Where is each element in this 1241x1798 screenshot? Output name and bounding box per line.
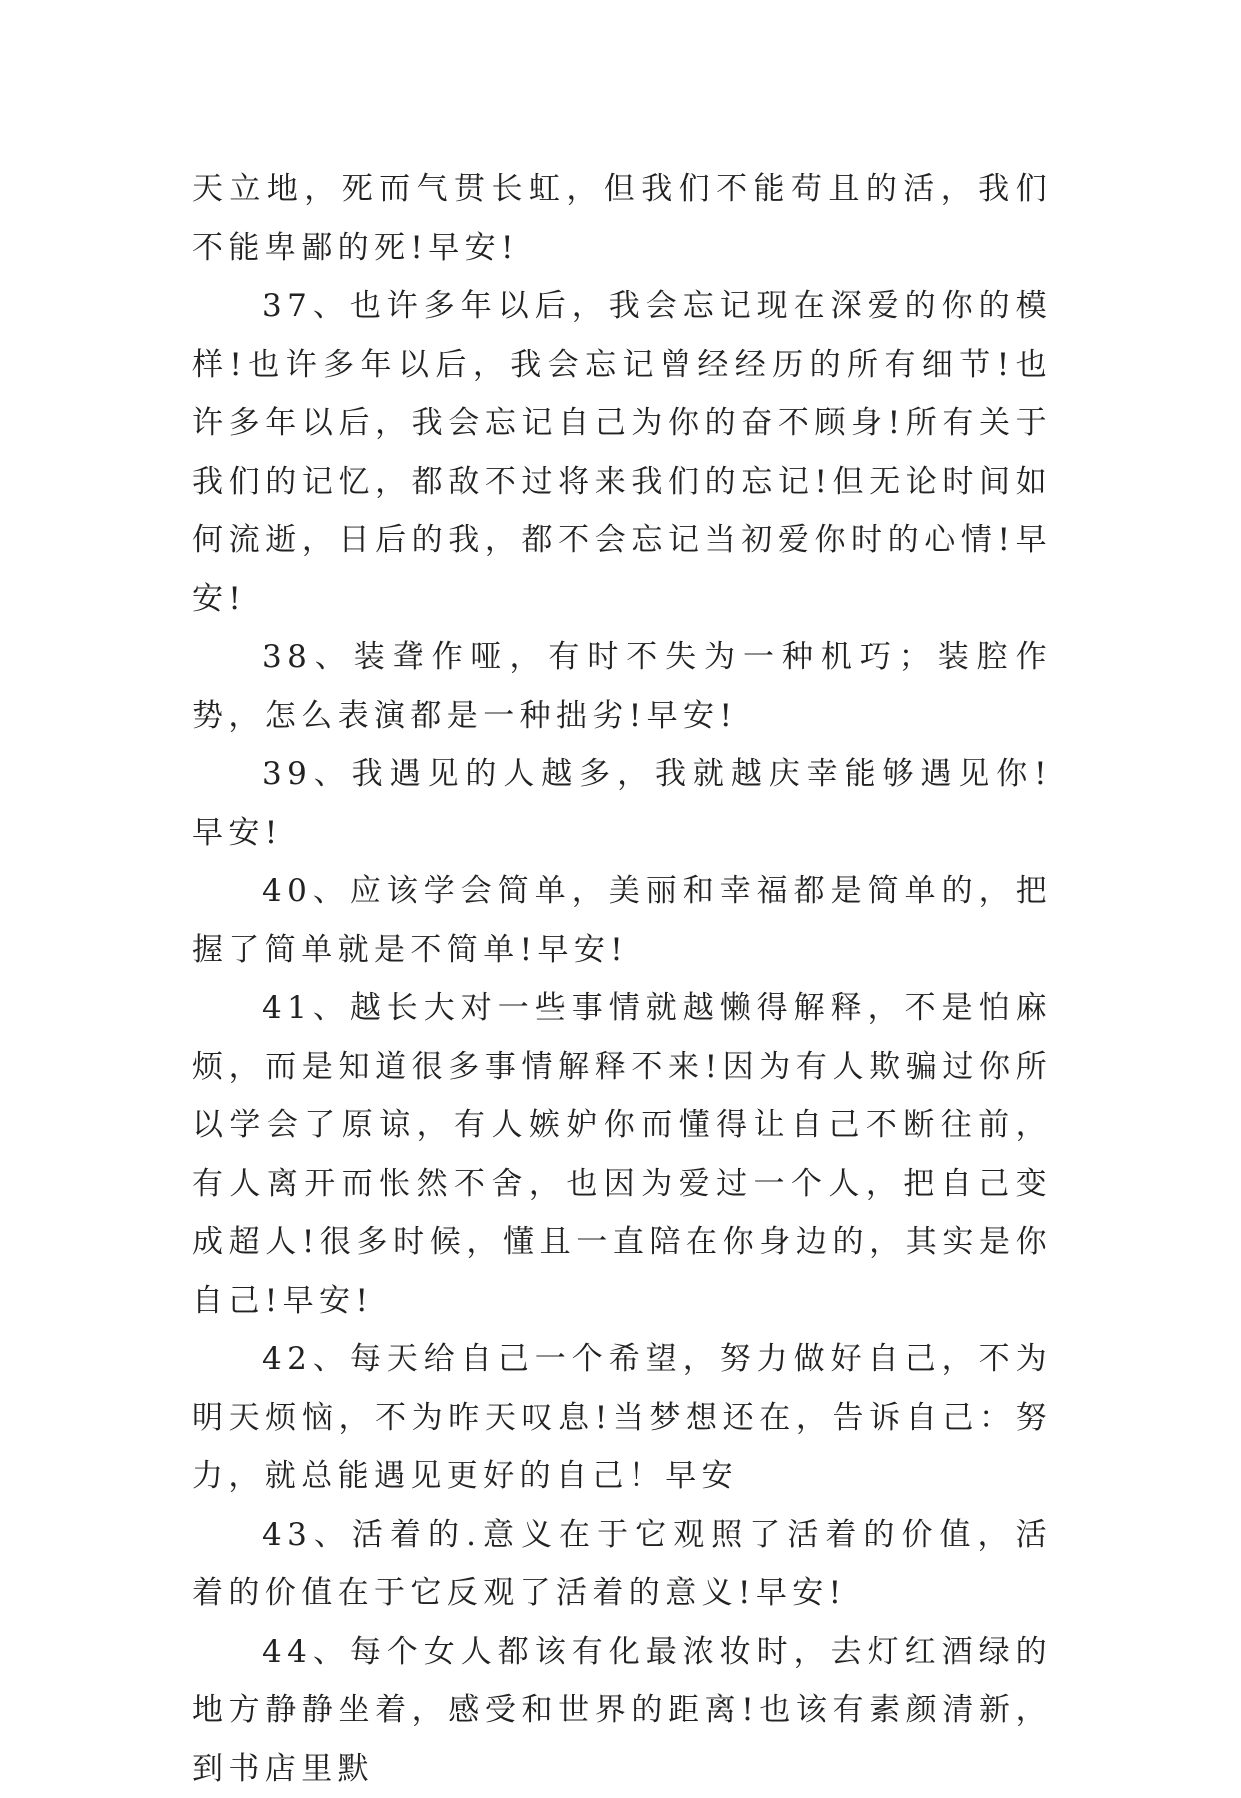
paragraph-38: 38、装聋作哑，有时不失为一种机巧；装腔作势，怎么表演都是一种拙劣!早安!	[192, 628, 1052, 745]
paragraph-40: 40、应该学会简单，美丽和幸福都是简单的，把握了简单就是不简单!早安!	[192, 862, 1052, 979]
paragraph-44: 44、每个女人都该有化最浓妆时，去灯红酒绿的地方静静坐着，感受和世界的距离!也该有素颜清新，到书店里默	[192, 1623, 1052, 1798]
paragraph-41: 41、越长大对一些事情就越懒得解释，不是怕麻烦，而是知道很多事情解释不来!因为有人欺骗过你所以学会了原谅，有人嫉妒你而懂得让自己不断往前，有人离开而怅然不舍，也因为爱过一个人，把自己变成超人!很多时候，懂且一直陪在你身边的，其实是你自己!早安!	[192, 979, 1052, 1330]
paragraph-39: 39、我遇见的人越多，我就越庆幸能够遇见你!早安!	[192, 745, 1052, 862]
paragraph-37: 37、也许多年以后，我会忘记现在深爱的你的模样!也许多年以后，我会忘记曾经经历的所有细节!也许多年以后，我会忘记自己为你的奋不顾身!所有关于我们的记忆，都敌不过将来我们的忘记!但无论时间如何流逝，日后的我，都不会忘记当初爱你时的心情!早安!	[192, 277, 1052, 628]
paragraph-43: 43、活着的.意义在于它观照了活着的价值，活着的价值在于它反观了活着的意义!早安!	[192, 1506, 1052, 1623]
paragraph-continuation: 天立地，死而气贯长虹，但我们不能苟且的活，我们不能卑鄙的死!早安!	[192, 160, 1052, 277]
body-text	[192, 160, 1052, 1798]
paragraph-42: 42、每天给自己一个希望，努力做好自己，不为明天烦恼，不为昨天叹息!当梦想还在，告诉自己：努力，就总能遇见更好的自己！早安	[192, 1330, 1052, 1506]
